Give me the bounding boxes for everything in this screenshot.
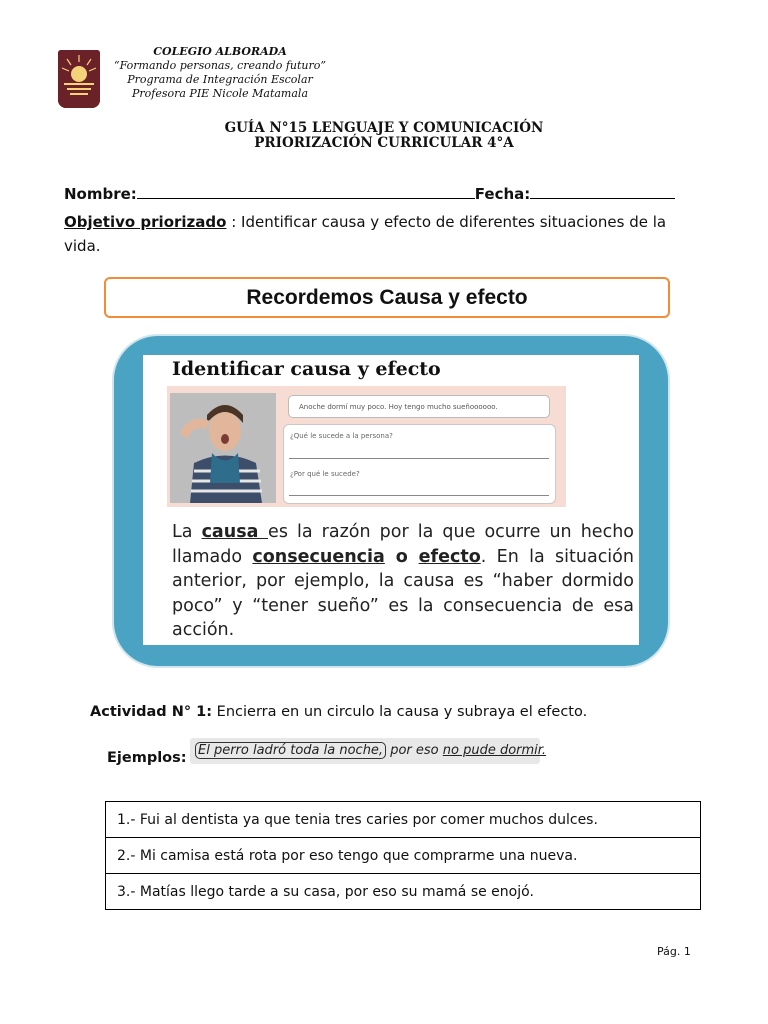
infographic-title: Identificar causa y efecto xyxy=(172,358,441,380)
keyword-consecuencia: consecuencia xyxy=(252,546,385,567)
guide-subtitle: PRIORIZACIÓN CURRICULAR 4°A xyxy=(254,135,514,151)
question-1: ¿Qué le sucede a la persona? xyxy=(290,432,393,440)
keyword-causa: causa xyxy=(201,522,269,542)
examples-label: Ejemplos: xyxy=(107,750,187,766)
exercise-1[interactable]: 1.- Fui al dentista ya que tenia tres caries por comer muchos dulces. xyxy=(106,802,701,838)
objective-label: Objetivo priorizado xyxy=(64,213,227,231)
exercise-3[interactable]: 3.- Matías llego tarde a su casa, por eso su mamá se enojó. xyxy=(106,874,701,910)
form-line xyxy=(64,184,675,203)
exercise-2[interactable]: 2.- Mi camisa está rota por eso tengo que comprarme una nueva. xyxy=(106,838,701,874)
school-name: COLEGIO ALBORADA xyxy=(153,45,287,58)
question-2: ¿Por qué le sucede? xyxy=(290,470,360,478)
objective-separator: : xyxy=(226,213,242,231)
para-text: . En la situación anterior, por ejemplo, la causa es “haber dormido poco” y “tener sueño” es la consecuencia de esa acción. xyxy=(172,546,634,640)
exercises-table xyxy=(105,801,701,910)
school-teacher: Profesora PIE Nicole Matamala xyxy=(131,87,309,100)
example-effect: no pude dormir. xyxy=(442,743,547,758)
example-sentence xyxy=(195,743,546,758)
table-row xyxy=(106,838,701,874)
activity-label: Actividad N° 1: xyxy=(90,704,213,720)
guide-title: GUÍA N°15 LENGUAJE Y COMUNICACIÓN xyxy=(224,120,544,136)
objective-text-2: vida. xyxy=(64,237,101,255)
date-label: Fecha: xyxy=(474,185,531,203)
example-cause: El perro ladró toda la noche, xyxy=(195,742,386,759)
school-header xyxy=(105,45,335,101)
activity-instruction xyxy=(90,704,587,720)
school-motto: “Formando personas, creando futuro” xyxy=(113,59,327,72)
date-field[interactable] xyxy=(530,184,675,199)
table-row xyxy=(106,874,701,910)
page-number: Pág. 1 xyxy=(657,945,691,958)
school-logo xyxy=(58,50,100,108)
answer-line-2 xyxy=(289,495,549,496)
section-heading: Recordemos Causa y efecto xyxy=(104,277,670,318)
para-text: La xyxy=(172,522,202,542)
table-row xyxy=(106,802,701,838)
para-text: o xyxy=(384,546,419,567)
questions-box xyxy=(283,424,556,504)
keyword-efecto: efecto xyxy=(418,546,481,567)
yawning-person-image xyxy=(170,393,276,503)
objective xyxy=(64,210,684,258)
speech-bubble: Anoche dormí muy poco. Hoy tengo mucho sueñoooooo. xyxy=(288,395,550,418)
answer-line-1 xyxy=(289,458,549,459)
name-label: Nombre: xyxy=(64,185,137,203)
activity-text: Encierra en un circulo la causa y subraya el efecto. xyxy=(212,704,588,720)
para-text: es la razón por la que ocurre un hecho llamado xyxy=(172,522,634,567)
name-field[interactable] xyxy=(137,184,475,199)
objective-text-1: Identificar causa y efecto de diferentes situaciones de la xyxy=(241,213,667,231)
definition-paragraph xyxy=(172,520,634,643)
school-program: Programa de Integración Escolar xyxy=(127,73,313,86)
example-connector: por eso xyxy=(386,743,443,758)
